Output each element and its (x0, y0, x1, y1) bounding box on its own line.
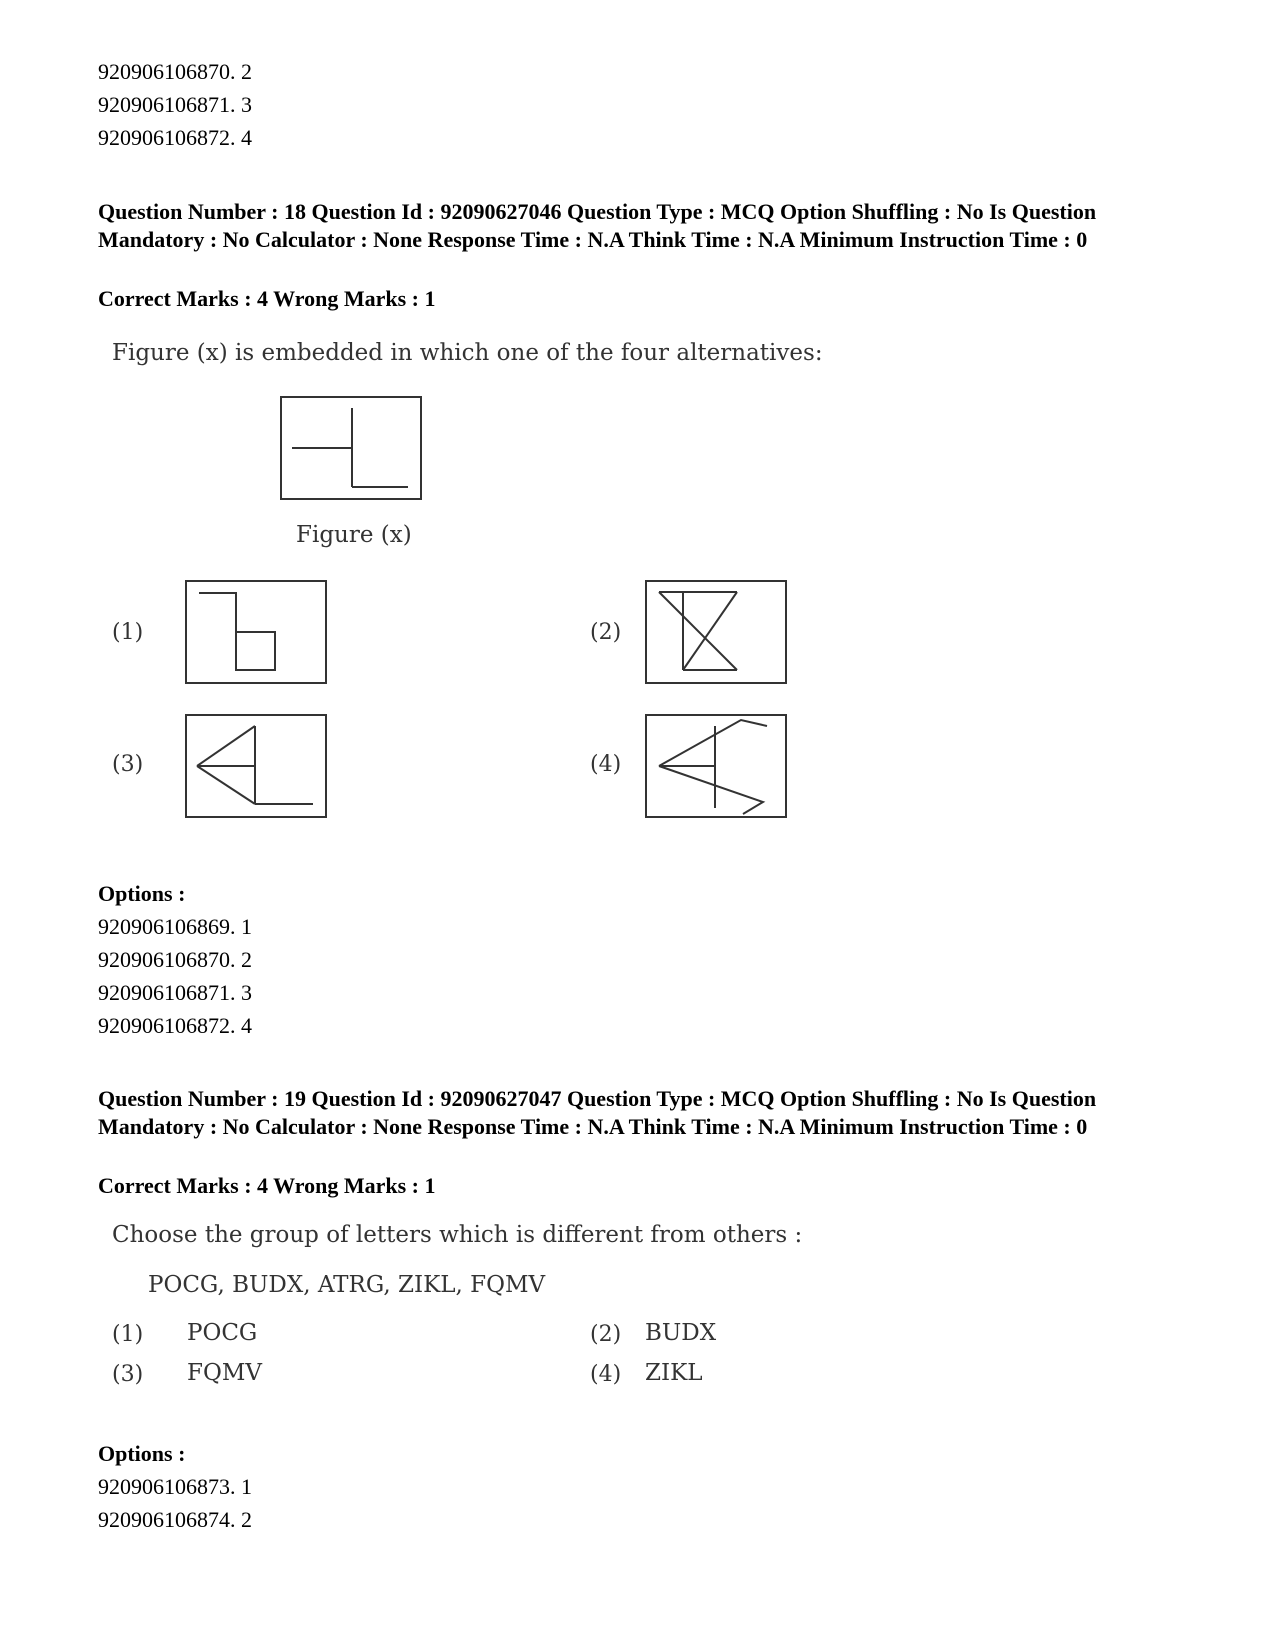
alternative-3-value: FQMV (187, 1360, 262, 1386)
option-line: 920906106870. 2 (98, 59, 252, 84)
alternative-1-value: POCG (187, 1320, 258, 1346)
alternative-4-value: ZIKL (645, 1360, 703, 1386)
question-19-marks: Correct Marks : 4 Wrong Marks : 1 (98, 1173, 436, 1198)
alternative-4-label: (4) (590, 752, 622, 777)
alternative-3-label: (3) (112, 1362, 144, 1387)
alternative-2-label: (2) (590, 620, 622, 645)
alternative-1-figure (185, 580, 327, 686)
question-19-options-heading: Options : (98, 1441, 186, 1466)
option-line: 920906106872. 4 (98, 125, 252, 150)
option-line: 920906106873. 1 (98, 1474, 252, 1499)
option-line: 920906106874. 2 (98, 1507, 252, 1532)
alternative-1-label: (1) (112, 1322, 144, 1347)
alternative-2-label: (2) (590, 1322, 622, 1347)
option-line: 920906106871. 3 (98, 92, 252, 117)
option-line: 920906106869. 1 (98, 914, 252, 939)
alternative-4-label: (4) (590, 1362, 622, 1387)
figure-x-caption: Figure (x) (296, 522, 412, 548)
question-18-text: Figure (x) is embedded in which one of the four alternatives: (112, 340, 823, 366)
question-19-meta: Question Number : 19 Question Id : 92090627047 Question Type : MCQ Option Shuffling : No Is Question Mandatory : No Calculator : None Response Time : N.A Think Time : N.A Minimum Instruction Time : 0 (98, 1086, 1097, 1139)
question-18-meta: Question Number : 18 Question Id : 92090627046 Question Type : MCQ Option Shuffling : No Is Question Mandatory : No Calculator : None Response Time : N.A Think Time : N.A Minimum Instruction Time : 0 (98, 199, 1097, 252)
option-line: 920906106870. 2 (98, 947, 252, 972)
option-line: 920906106871. 3 (98, 980, 252, 1005)
figure-x (280, 396, 422, 502)
alternative-3-figure (185, 714, 327, 820)
alternative-2-figure (645, 580, 787, 686)
alternative-1-label: (1) (112, 620, 144, 645)
alternative-4-figure (645, 714, 805, 820)
option-line: 920906106872. 4 (98, 1013, 252, 1038)
question-19-text: Choose the group of letters which is different from others : (112, 1222, 803, 1248)
question-18-marks: Correct Marks : 4 Wrong Marks : 1 (98, 286, 436, 311)
letter-groups: POCG, BUDX, ATRG, ZIKL, FQMV (148, 1272, 546, 1298)
question-18-options-heading: Options : (98, 881, 186, 906)
alternative-3-label: (3) (112, 752, 144, 777)
alternative-2-value: BUDX (645, 1320, 717, 1346)
